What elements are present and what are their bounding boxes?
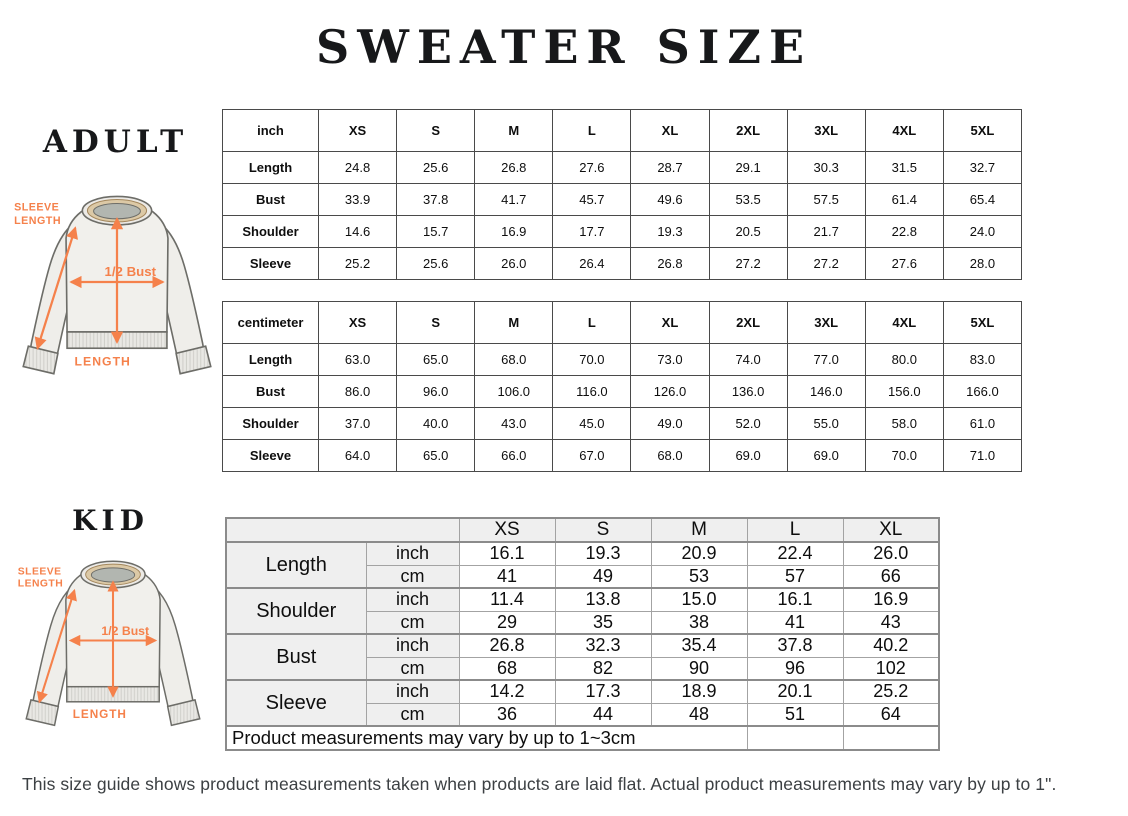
unit-header-cell: centimeter bbox=[223, 302, 319, 344]
measurement-value-cell: 126.0 bbox=[631, 376, 709, 408]
measurement-value-cell: 28.0 bbox=[943, 248, 1021, 280]
table-row bbox=[223, 440, 1022, 472]
unit-cell-cm: cm bbox=[366, 703, 459, 726]
adult-sweater-diagram bbox=[10, 180, 224, 384]
table-header-row bbox=[223, 110, 1022, 152]
measurement-value-cell: 86.0 bbox=[319, 376, 397, 408]
measurement-value-cell: 14.6 bbox=[319, 216, 397, 248]
unit-cell-inch: inch bbox=[366, 588, 459, 611]
sleeve-length-label-line1: SLEEVE bbox=[17, 566, 62, 578]
table-row bbox=[223, 216, 1022, 248]
measurement-value-cell: 65.0 bbox=[397, 344, 475, 376]
size-column-header: M bbox=[651, 518, 747, 542]
measurement-value-cell: 25.2 bbox=[319, 248, 397, 280]
adult-section-label: ADULT bbox=[42, 124, 189, 160]
measurement-value-cell: 74.0 bbox=[709, 344, 787, 376]
measurement-value-cell: 11.4 bbox=[459, 588, 555, 611]
measurement-value-cell: 19.3 bbox=[631, 216, 709, 248]
measurement-value-cell: 116.0 bbox=[553, 376, 631, 408]
size-column-header: M bbox=[475, 110, 553, 152]
measurement-row-label: Bust bbox=[226, 634, 366, 680]
kid-sweater-diagram bbox=[14, 546, 212, 735]
measurement-value-cell: 65.4 bbox=[943, 184, 1021, 216]
measurement-value-cell: 13.8 bbox=[555, 588, 651, 611]
size-column-header: S bbox=[397, 110, 475, 152]
measurement-value-cell: 27.6 bbox=[553, 152, 631, 184]
table-row bbox=[223, 408, 1022, 440]
measurement-value-cell: 27.6 bbox=[865, 248, 943, 280]
measurement-value-cell: 64.0 bbox=[319, 440, 397, 472]
size-column-header: XS bbox=[319, 302, 397, 344]
measurement-value-cell: 15.0 bbox=[651, 588, 747, 611]
measurement-value-cell: 20.5 bbox=[709, 216, 787, 248]
measurement-value-cell: 63.0 bbox=[319, 344, 397, 376]
table-header-row bbox=[223, 302, 1022, 344]
measurement-value-cell: 68.0 bbox=[475, 344, 553, 376]
measurement-value-cell: 31.5 bbox=[865, 152, 943, 184]
measurement-value-cell: 82 bbox=[555, 657, 651, 680]
table-row bbox=[226, 588, 939, 611]
measurement-value-cell: 45.0 bbox=[553, 408, 631, 440]
measurement-value-cell: 73.0 bbox=[631, 344, 709, 376]
measurement-value-cell: 48 bbox=[651, 703, 747, 726]
measurement-value-cell: 21.7 bbox=[787, 216, 865, 248]
measurement-value-cell: 69.0 bbox=[709, 440, 787, 472]
unit-cell-cm: cm bbox=[366, 565, 459, 588]
size-column-header: L bbox=[747, 518, 843, 542]
measurement-value-cell: 37.8 bbox=[397, 184, 475, 216]
table-row bbox=[223, 184, 1022, 216]
measurement-value-cell: 40.0 bbox=[397, 408, 475, 440]
measurement-value-cell: 71.0 bbox=[943, 440, 1021, 472]
measurement-value-cell: 96 bbox=[747, 657, 843, 680]
measurement-value-cell: 53 bbox=[651, 565, 747, 588]
measurement-value-cell: 53.5 bbox=[709, 184, 787, 216]
measurement-value-cell: 29.1 bbox=[709, 152, 787, 184]
size-column-header: 3XL bbox=[787, 110, 865, 152]
unit-cell-inch: inch bbox=[366, 680, 459, 703]
measurement-value-cell: 51 bbox=[747, 703, 843, 726]
kid-section-label: KID bbox=[72, 504, 149, 537]
measurement-value-cell: 70.0 bbox=[553, 344, 631, 376]
measurement-value-cell: 96.0 bbox=[397, 376, 475, 408]
size-column-header: M bbox=[475, 302, 553, 344]
empty-cell bbox=[747, 726, 843, 750]
measurement-value-cell: 146.0 bbox=[787, 376, 865, 408]
measurement-value-cell: 136.0 bbox=[709, 376, 787, 408]
measurement-value-cell: 41 bbox=[459, 565, 555, 588]
measurement-value-cell: 83.0 bbox=[943, 344, 1021, 376]
table-row bbox=[223, 344, 1022, 376]
size-column-header: 5XL bbox=[943, 110, 1021, 152]
table-header-row bbox=[226, 518, 939, 542]
measurement-value-cell: 61.0 bbox=[943, 408, 1021, 440]
measurement-row-label: Bust bbox=[223, 184, 319, 216]
size-column-header: L bbox=[553, 110, 631, 152]
sleeve-length-label-line1: SLEEVE bbox=[14, 201, 60, 214]
table-row bbox=[223, 248, 1022, 280]
measurement-value-cell: 36 bbox=[459, 703, 555, 726]
sleeve-length-label-line2: LENGTH bbox=[17, 578, 64, 590]
kid-size-table bbox=[225, 517, 940, 751]
length-label: LENGTH bbox=[72, 707, 127, 721]
measurement-value-cell: 156.0 bbox=[865, 376, 943, 408]
measurement-value-cell: 35 bbox=[555, 611, 651, 634]
unit-header-cell: inch bbox=[223, 110, 319, 152]
table-row bbox=[223, 152, 1022, 184]
measurement-value-cell: 49.0 bbox=[631, 408, 709, 440]
measurement-value-cell: 41.7 bbox=[475, 184, 553, 216]
measurement-value-cell: 16.9 bbox=[843, 588, 939, 611]
measurement-value-cell: 26.8 bbox=[475, 152, 553, 184]
measurement-value-cell: 22.4 bbox=[747, 542, 843, 565]
measurement-value-cell: 90 bbox=[651, 657, 747, 680]
measurement-value-cell: 33.9 bbox=[319, 184, 397, 216]
empty-cell bbox=[843, 726, 939, 750]
measurement-value-cell: 58.0 bbox=[865, 408, 943, 440]
size-column-header: XL bbox=[843, 518, 939, 542]
measurement-value-cell: 27.2 bbox=[709, 248, 787, 280]
measurement-value-cell: 20.9 bbox=[651, 542, 747, 565]
size-column-header: 5XL bbox=[943, 302, 1021, 344]
measurement-value-cell: 52.0 bbox=[709, 408, 787, 440]
half-bust-label: 1/2 Bust bbox=[101, 623, 150, 638]
measurement-value-cell: 27.2 bbox=[787, 248, 865, 280]
measurement-value-cell: 25.6 bbox=[397, 248, 475, 280]
size-column-header: XL bbox=[631, 302, 709, 344]
measurement-value-cell: 32.3 bbox=[555, 634, 651, 657]
unit-cell-inch: inch bbox=[366, 634, 459, 657]
measurement-value-cell: 22.8 bbox=[865, 216, 943, 248]
adult-cm-size-table bbox=[222, 301, 1022, 472]
measurement-value-cell: 40.2 bbox=[843, 634, 939, 657]
size-column-header: XS bbox=[319, 110, 397, 152]
unit-cell-cm: cm bbox=[366, 657, 459, 680]
measurement-value-cell: 77.0 bbox=[787, 344, 865, 376]
measurement-value-cell: 61.4 bbox=[865, 184, 943, 216]
measurement-value-cell: 26.8 bbox=[459, 634, 555, 657]
measurement-value-cell: 64 bbox=[843, 703, 939, 726]
size-column-header: L bbox=[553, 302, 631, 344]
measurement-value-cell: 20.1 bbox=[747, 680, 843, 703]
measurement-value-cell: 19.3 bbox=[555, 542, 651, 565]
measurement-value-cell: 106.0 bbox=[475, 376, 553, 408]
size-column-header: XL bbox=[631, 110, 709, 152]
measurement-value-cell: 44 bbox=[555, 703, 651, 726]
measurement-value-cell: 26.4 bbox=[553, 248, 631, 280]
sweater-collar-inner bbox=[94, 204, 141, 219]
measurement-value-cell: 28.7 bbox=[631, 152, 709, 184]
measurement-value-cell: 24.0 bbox=[943, 216, 1021, 248]
measurement-value-cell: 49.6 bbox=[631, 184, 709, 216]
size-column-header: S bbox=[397, 302, 475, 344]
table-row bbox=[226, 680, 939, 703]
measurement-value-cell: 67.0 bbox=[553, 440, 631, 472]
measurement-value-cell: 102 bbox=[843, 657, 939, 680]
measurement-value-cell: 68 bbox=[459, 657, 555, 680]
measurement-value-cell: 29 bbox=[459, 611, 555, 634]
sweater-collar-inner bbox=[91, 568, 134, 582]
measurement-value-cell: 30.3 bbox=[787, 152, 865, 184]
length-label: LENGTH bbox=[74, 354, 131, 369]
size-column-header: 3XL bbox=[787, 302, 865, 344]
measurement-value-cell: 17.7 bbox=[553, 216, 631, 248]
size-column-header: 4XL bbox=[865, 110, 943, 152]
empty-corner-cell bbox=[226, 518, 459, 542]
measurement-value-cell: 80.0 bbox=[865, 344, 943, 376]
measurement-value-cell: 68.0 bbox=[631, 440, 709, 472]
measurement-value-cell: 24.8 bbox=[319, 152, 397, 184]
page-footer-note: This size guide shows product measurements taken when products are laid flat. Actual product measurements may vary by up to 1". bbox=[22, 774, 1057, 794]
measurement-value-cell: 65.0 bbox=[397, 440, 475, 472]
measurement-value-cell: 26.0 bbox=[843, 542, 939, 565]
page-title: SWEATER SIZE bbox=[315, 20, 813, 74]
table-row bbox=[226, 634, 939, 657]
table-row bbox=[226, 542, 939, 565]
measurement-row-label: Sleeve bbox=[223, 440, 319, 472]
measurement-value-cell: 55.0 bbox=[787, 408, 865, 440]
measurement-value-cell: 37.8 bbox=[747, 634, 843, 657]
measurement-value-cell: 41 bbox=[747, 611, 843, 634]
measurement-value-cell: 16.1 bbox=[459, 542, 555, 565]
unit-cell-inch: inch bbox=[366, 542, 459, 565]
measurement-value-cell: 45.7 bbox=[553, 184, 631, 216]
sleeve-length-label-line2: LENGTH bbox=[14, 214, 62, 227]
measurement-row-label: Length bbox=[223, 344, 319, 376]
measurement-value-cell: 70.0 bbox=[865, 440, 943, 472]
measurement-row-label: Shoulder bbox=[223, 408, 319, 440]
measurement-row-label: Length bbox=[226, 542, 366, 588]
table-row bbox=[223, 376, 1022, 408]
adult-inch-size-table bbox=[222, 109, 1022, 280]
measurement-value-cell: 35.4 bbox=[651, 634, 747, 657]
measurement-row-label: Sleeve bbox=[223, 248, 319, 280]
measurement-row-label: Length bbox=[223, 152, 319, 184]
half-bust-label: 1/2 Bust bbox=[104, 263, 156, 279]
measurement-value-cell: 43.0 bbox=[475, 408, 553, 440]
unit-cell-cm: cm bbox=[366, 611, 459, 634]
measurement-value-cell: 25.2 bbox=[843, 680, 939, 703]
measurement-value-cell: 16.1 bbox=[747, 588, 843, 611]
table-note-row bbox=[226, 726, 939, 750]
measurement-value-cell: 49 bbox=[555, 565, 651, 588]
measurement-value-cell: 26.8 bbox=[631, 248, 709, 280]
measurement-row-label: Bust bbox=[223, 376, 319, 408]
measurement-value-cell: 66 bbox=[843, 565, 939, 588]
measurement-value-cell: 57 bbox=[747, 565, 843, 588]
measurement-value-cell: 66.0 bbox=[475, 440, 553, 472]
size-column-header: 4XL bbox=[865, 302, 943, 344]
measurement-value-cell: 25.6 bbox=[397, 152, 475, 184]
measurement-value-cell: 38 bbox=[651, 611, 747, 634]
measurement-row-label: Sleeve bbox=[226, 680, 366, 726]
size-column-header: S bbox=[555, 518, 651, 542]
measurement-value-cell: 57.5 bbox=[787, 184, 865, 216]
measurement-value-cell: 166.0 bbox=[943, 376, 1021, 408]
measurement-value-cell: 26.0 bbox=[475, 248, 553, 280]
measurement-value-cell: 14.2 bbox=[459, 680, 555, 703]
measurement-value-cell: 43 bbox=[843, 611, 939, 634]
measurement-value-cell: 32.7 bbox=[943, 152, 1021, 184]
measurement-value-cell: 18.9 bbox=[651, 680, 747, 703]
measurement-value-cell: 69.0 bbox=[787, 440, 865, 472]
measurement-value-cell: 37.0 bbox=[319, 408, 397, 440]
measurement-variance-note: Product measurements may vary by up to 1~3cm bbox=[226, 726, 747, 750]
size-column-header: XS bbox=[459, 518, 555, 542]
size-column-header: 2XL bbox=[709, 302, 787, 344]
measurement-value-cell: 16.9 bbox=[475, 216, 553, 248]
measurement-value-cell: 15.7 bbox=[397, 216, 475, 248]
measurement-row-label: Shoulder bbox=[226, 588, 366, 634]
size-column-header: 2XL bbox=[709, 110, 787, 152]
measurement-row-label: Shoulder bbox=[223, 216, 319, 248]
measurement-value-cell: 17.3 bbox=[555, 680, 651, 703]
